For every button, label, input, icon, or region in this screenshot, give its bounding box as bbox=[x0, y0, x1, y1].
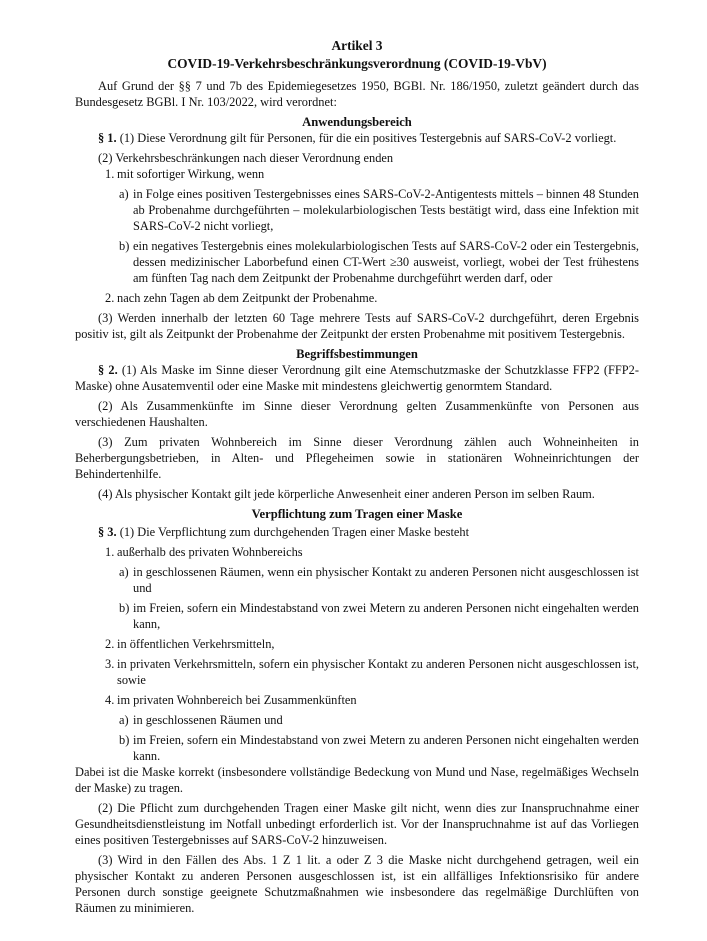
s1-item-2-text: nach zehn Tagen ab dem Zeitpunkt der Probenahme. bbox=[117, 291, 378, 305]
article-number: Artikel 3 bbox=[331, 38, 383, 53]
s1-item-1b-num: b) bbox=[119, 239, 130, 253]
s3-item-1-num: 1. bbox=[105, 545, 115, 559]
s3-item-1-text: außerhalb des privaten Wohnbereichs bbox=[117, 545, 303, 559]
s3-number: § 3. bbox=[98, 525, 117, 539]
s2-para-2: (2) Als Zusammenkünfte im Sinne dieser Verordnung gelten Zusammenkünfte von Personen aus verschiedenen Haushalten. bbox=[75, 399, 639, 429]
s2-para-3: (3) Zum privaten Wohnbereich im Sinne dieser Verordnung zählen auch Wohneinheiten in Beherbergungsbetrieben, in Alten- und Pflegeheimen sowie in stationären Wohneinrichtungen der Behindertenhilfe. bbox=[75, 435, 639, 481]
s3-item-1b-text: im Freien, sofern ein Mindestabstand von zwei Metern zu anderen Personen nicht eingehalten werden kann, bbox=[133, 601, 639, 631]
s1-item-2 bbox=[105, 290, 639, 306]
s2-para-1 bbox=[75, 362, 639, 394]
s1-item-1b-text: ein negatives Testergebnis eines molekularbiologischen Tests auf SARS-CoV-2 oder ein Testergebnis, dessen medizinischer Laborbefund einen CT-Wert ≥30 ausweist, vorliegt, wobei der Test frühestens am fünften Tag nach dem Zeitpunkt der Probenahme durchgeführt werden darf, oder bbox=[133, 239, 639, 285]
s3-item-4b-text: im Freien, sofern ein Mindestabstand von zwei Metern zu anderen Personen nicht eingehalten werden kann. bbox=[133, 733, 639, 763]
s3-item-3 bbox=[105, 656, 639, 688]
s1-item-1a-text: in Folge eines positiven Testergebnisses eines SARS-CoV-2-Antigentests mittels – binnen 48 Stunden ab Probenahme durchgeführten – molekularbiologischen Tests bestätigt wird, dass eine Infektion mit SARS-CoV-2 nicht vorliegt, bbox=[133, 187, 639, 233]
s1-item-1-num: 1. bbox=[105, 167, 115, 181]
document-page bbox=[75, 38, 639, 916]
s1-item-1 bbox=[105, 166, 639, 182]
s1-item-1a bbox=[119, 186, 639, 234]
s3-para-2: (2) Die Pflicht zum durchgehenden Tragen einer Maske gilt nicht, wenn dies zur Inanspruchnahme einer Gesundheitsdienstleistung im Notfall unbedingt erforderlich ist. Vor der Inanspruchnahme ist auf das Vorliegen eines positiven Testergebnisses auf SARS-CoV-2 hinzuweisen. bbox=[75, 801, 639, 847]
s3-item-1a-num: a) bbox=[119, 565, 129, 579]
s3-item-4-num: 4. bbox=[105, 693, 115, 707]
s1-item-1b bbox=[119, 238, 639, 286]
s3-item-3-text: in privaten Verkehrsmitteln, sofern ein physischer Kontakt zu anderen Personen nicht ausgeschlossen ist, sowie bbox=[117, 657, 639, 687]
section-2-heading: Begriffsbestimmungen bbox=[296, 347, 418, 361]
s3-item-4-text: im privaten Wohnbereich bei Zusammenkünften bbox=[117, 693, 357, 707]
s3-item-1a bbox=[119, 564, 639, 596]
s3-item-4a-text: in geschlossenen Räumen und bbox=[133, 713, 283, 727]
s3-item-2-num: 2. bbox=[105, 637, 115, 651]
s3-item-1b bbox=[119, 600, 639, 632]
s3-item-4a-num: a) bbox=[119, 713, 129, 727]
s3-item-2-text: in öffentlichen Verkehrsmitteln, bbox=[117, 637, 275, 651]
regulation-title: COVID-19-Verkehrsbeschränkungsverordnung (COVID-19-VbV) bbox=[167, 56, 547, 71]
section-1-heading: Anwendungsbereich bbox=[302, 115, 412, 129]
s3-item-4 bbox=[105, 692, 639, 708]
s3-para-1 bbox=[75, 524, 639, 540]
s1-number: § 1. bbox=[98, 131, 117, 145]
intro-paragraph: Auf Grund der §§ 7 und 7b des Epidemiegesetzes 1950, BGBl. Nr. 186/1950, zuletzt geändert durch das Bundesgesetz BGBl. I Nr. 103/2022, wird verordnet: bbox=[75, 79, 639, 109]
s3-item-2 bbox=[105, 636, 639, 652]
s2-para-1-text: (1) Als Maske im Sinne dieser Verordnung gilt eine Atemschutzmaske der Schutzklasse FFP2 (FFP2-Maske) ohne Ausatemventil oder eine Maske mit mindestens gleichwertig genormtem Standard. bbox=[75, 363, 639, 393]
s3-item-1 bbox=[105, 544, 639, 560]
s1-item-1-text: mit sofortiger Wirkung, wenn bbox=[117, 167, 265, 181]
s1-para-2: (2) Verkehrsbeschränkungen nach dieser Verordnung enden bbox=[98, 151, 394, 165]
s3-para-3: (3) Wird in den Fällen des Abs. 1 Z 1 lit. a oder Z 3 die Maske nicht durchgehend getragen, weil ein physischer Kontakt zu anderen Personen ausgeschlossen ist, ist ein allfälliges Infektionsrisiko für andere Personen durch sonstige geeignete Schutzmaßnahmen wie insbesondere das regelmäßige Durchlüften von Räumen zu minimieren. bbox=[75, 853, 639, 915]
s3-item-1b-num: b) bbox=[119, 601, 130, 615]
s3-item-1a-text: in geschlossenen Räumen, wenn ein physischer Kontakt zu anderen Personen nicht ausgeschlossen ist und bbox=[133, 565, 639, 595]
s3-para-1-text: (1) Die Verpflichtung zum durchgehenden Tragen einer Maske besteht bbox=[119, 525, 470, 539]
s3-item-3-num: 3. bbox=[105, 657, 115, 671]
s3-item-4b-num: b) bbox=[119, 733, 130, 747]
s1-item-1a-num: a) bbox=[119, 187, 129, 201]
s3-item-4b bbox=[119, 732, 639, 764]
section-3-heading: Verpflichtung zum Tragen einer Maske bbox=[251, 507, 463, 521]
s2-para-4: (4) Als physischer Kontakt gilt jede körperliche Anwesenheit einer anderen Person im selben Raum. bbox=[98, 487, 595, 501]
s3-closing-sentence: Dabei ist die Maske korrekt (insbesondere vollständige Bedeckung von Mund und Nase, regelmäßiges Wechseln der Maske) zu tragen. bbox=[75, 765, 639, 795]
s1-para-1 bbox=[75, 130, 639, 146]
s2-number: § 2. bbox=[98, 363, 118, 377]
s1-para-1-text: (1) Diese Verordnung gilt für Personen, für die ein positives Testergebnis auf SARS-CoV-2 vorliegt. bbox=[119, 131, 617, 145]
s1-item-2-num: 2. bbox=[105, 291, 115, 305]
s3-item-4a bbox=[119, 712, 639, 728]
s1-para-3: (3) Werden innerhalb der letzten 60 Tage mehrere Tests auf SARS-CoV-2 durchgeführt, deren Ergebnis positiv ist, gilt als Zeitpunkt der Probenahme der Zeitpunkt der ersten Probenahme mit positivem Testergebnis. bbox=[75, 311, 639, 341]
